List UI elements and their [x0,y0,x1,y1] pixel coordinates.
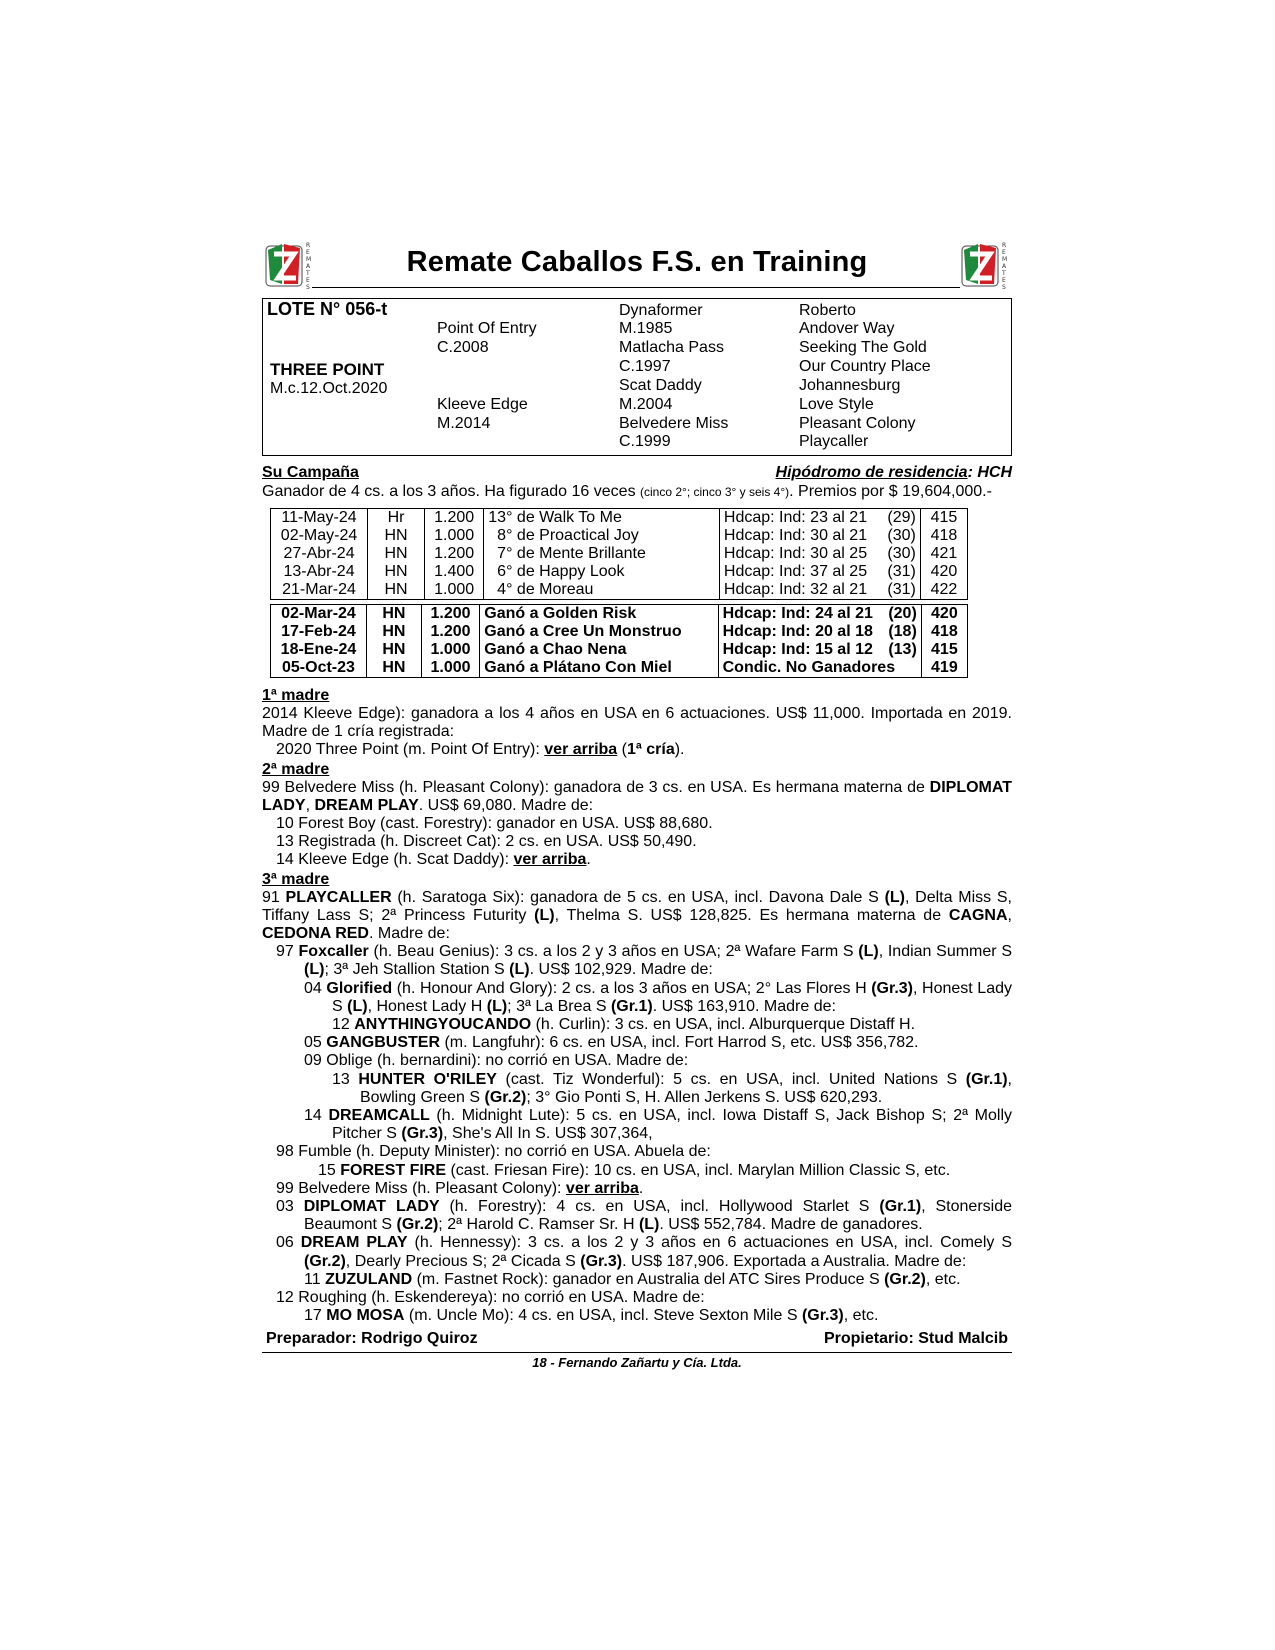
race-date: 21-Mar-24 [271,581,368,600]
campaign-summary: Ganador de 4 cs. a los 3 años. Ha figurado 16 veces (cinco 2°; cinco 3° y seis 4°). Premios por $ 19,604,000.- [262,483,992,500]
race-cond: Hdcap: Ind: 23 al 21 (29) [719,509,920,528]
zanartu-logo-icon [960,240,1012,290]
svg-text:M: M [1002,256,1008,263]
races-table [270,508,968,600]
race-track: HN [368,545,425,563]
second-dam-child-3: 14 Kleeve Edge (h. Scat Daddy): ver arriba. [276,851,591,869]
race-result: 7° de Mente Brillante [484,545,720,563]
race-date: 05-Oct-23 [271,659,367,678]
svg-text:A: A [1002,263,1007,270]
page-number: 18 - Fernando Zañartu y Cía. Ltda. [532,1354,742,1370]
third-dam-heading: 3ª madre [262,870,330,888]
svg-text:T: T [1002,270,1006,277]
svg-text:T: T [306,270,310,277]
granddam-1-year: C.1997 [619,358,671,375]
race-track: HN [366,659,421,678]
race-dist: 1.000 [424,527,483,545]
race-result: 13° de Walk To Me [484,509,720,528]
catalog-page [262,240,1012,1370]
svg-text:E: E [1002,277,1006,284]
page-header [262,240,1012,300]
svg-text:R: R [306,242,311,249]
race-track: HN [368,581,425,600]
dream-play-child: 11 ZUZULAND (m. Fastnet Rock): ganador en Australia del ATC Sires Produce S (Gr.2), etc. [304,1270,961,1288]
ggp-3: Seeking The Gold [799,339,927,356]
granddam-1: Matlacha Pass [619,339,724,356]
glorified-child: 12 ANYTHINGYOUCANDO (h. Curlin): 3 cs. en USA, incl. Alburquerque Distaff H. [332,1016,916,1034]
race-track: HN [368,527,425,545]
owner: Propietario: Stud Malcib [823,1329,1008,1347]
race-row [271,563,968,581]
race-date: 13-Abr-24 [271,563,368,581]
see-above-link[interactable]: ver arriba [513,851,587,869]
race-w: 421 [920,545,967,563]
see-above-link[interactable]: ver arriba [565,1179,639,1197]
fumble-grandchild: 15 FOREST FIRE (cast. Friesan Fire): 10 cs. en USA, incl. Marylan Million Classic S, etc. [318,1161,951,1179]
race-date: 17-Feb-24 [271,623,367,641]
race-date: 02-May-24 [271,527,368,545]
third-dam-child-diplomat-lady: 03 DIPLOMAT LADY (h. Forestry): 4 cs. en USA, incl. Hollywood Starlet S (Gr.1), Stonerside Beaumont S (Gr.2); 2ª Harold C. Ramser Sr. H (L). US$ 552,784. Madre de ganadores. [276,1198,1013,1234]
svg-text:A: A [306,263,311,270]
sire: Point Of Entry [437,320,537,337]
granddam-2-year: C.1999 [619,433,671,450]
race-dist: 1.400 [424,563,483,581]
page-title: Remate Caballos F.S. en Training [406,246,868,278]
race-track: HN [366,605,421,624]
pedigree-box [262,298,1012,456]
first-dam-text: 2014 Kleeve Edge): ganadora a los 4 años en USA en 6 actuaciones. US$ 11,000. Importada en 2019. Madre de 1 cría registrada: [262,705,1012,741]
third-dam-child-dream-play: 06 DREAM PLAY (h. Hennessy): 3 cs. a los 2 y 3 años en 6 actuaciones en USA, incl. Comely S (Gr.2), Dearly Precious S; 2ª Cicada S (Gr.3). US$ 187,906. Exportada a Australia. Madre de: [276,1234,1013,1270]
horse-name: THREE POINT [270,360,385,379]
header-rule [312,287,960,288]
svg-text:E: E [306,277,310,284]
race-row [271,605,968,624]
foxcaller-child-oblige: 09 Oblige (h. bernardini): no corrió en USA. Madre de: [304,1052,689,1070]
footer-rule [262,1352,1012,1353]
race-row [271,623,968,641]
race-w: 420 [921,605,967,624]
first-dam-heading: 1ª madre [262,687,330,704]
race-row [271,659,968,678]
foxcaller-child-glorified: 04 Glorified (h. Honour And Glory): 2 cs. a los 3 años en USA; 2° Las Flores H (Gr.3), Honest Lady S (L), Honest Lady H (L); 3ª La Brea S (Gr.1). US$ 163,910. Madre de: [304,979,1012,1015]
lot-number: LOTE N° 056-t [267,299,388,319]
race-w: 420 [920,563,967,581]
race-row [271,545,968,563]
race-dist: 1.000 [424,581,483,600]
campaign-heading: Su Campaña [262,464,359,481]
ggp-2: Andover Way [799,320,895,337]
campaign-heading-row [262,464,1012,482]
race-cond: Hdcap: Ind: 30 al 21 (30) [719,527,920,545]
dam: Kleeve Edge [437,396,528,413]
race-w: 418 [920,527,967,545]
ggp-1: Roberto [799,302,856,319]
race-result: 8° de Proactical Joy [484,527,720,545]
race-track: Hr [368,509,425,528]
trainer: Preparador: Rodrigo Quiroz [266,1329,478,1347]
race-cond: Hdcap: Ind: 20 al 18 (18) [718,623,921,641]
race-date: 18-Ene-24 [271,641,367,659]
race-result: Ganó a Chao Nena [480,641,718,659]
race-row [271,527,968,545]
race-cond: Condic. No Ganadores [718,659,921,678]
svg-text:S: S [306,284,310,290]
race-w: 419 [921,659,967,678]
grandsire-2-year: M.2004 [619,396,673,413]
race-track: HN [366,623,421,641]
residence: Hipódromo de residencia: HCH [775,464,1012,481]
sire-year: C.2008 [437,339,489,356]
grandsire-1-year: M.1985 [619,320,673,337]
race-w: 418 [921,623,967,641]
wins-table [270,604,968,678]
foxcaller-child-gangbuster: 05 GANGBUSTER (m. Langfuhr): 6 cs. en USA, incl. Fort Harrod S, etc. US$ 356,782. [304,1034,919,1052]
first-dam-child: 2020 Three Point (m. Point Of Entry): ver arriba (1ª cría). [276,741,685,759]
race-cond: Hdcap: Ind: 24 al 21 (20) [718,605,921,624]
horse-birth: M.c.12.Oct.2020 [270,380,388,397]
second-dam-child-2: 13 Registrada (h. Discreet Cat): 2 cs. en USA. US$ 50,490. [276,833,697,851]
race-dist: 1.200 [424,509,483,528]
race-result: 4° de Moreau [484,581,720,600]
race-date: 11-May-24 [271,509,368,528]
race-dist: 1.000 [421,659,479,678]
foxcaller-child-dreamcall: 14 DREAMCALL (h. Midnight Lute): 5 cs. en USA, incl. Iowa Distaff S, Jack Bishop S; 2ª Molly Pitcher S (Gr.3), She's All In S. US$ 307,364, [304,1107,1012,1143]
race-track: HN [368,563,425,581]
granddam-2: Belvedere Miss [619,415,729,432]
footer-row [262,1330,1012,1348]
ggp-6: Love Style [799,396,874,413]
race-cond: Hdcap: Ind: 30 al 25 (30) [719,545,920,563]
ggp-8: Playcaller [799,433,869,450]
race-w: 422 [920,581,967,600]
race-date: 27-Abr-24 [271,545,368,563]
grandsire-1: Dynaformer [619,302,703,319]
race-dist: 1.200 [424,545,483,563]
dam-year: M.2014 [437,415,491,432]
race-w: 415 [920,509,967,528]
ggp-5: Johannesburg [799,377,901,394]
race-dist: 1.200 [421,623,479,641]
race-row [271,509,968,528]
race-result: Ganó a Cree Un Monstruo [480,623,718,641]
race-track: HN [366,641,421,659]
oblige-child: 13 HUNTER O'RILEY (cast. Tiz Wonderful): 5 cs. en USA, incl. United Nations S (Gr.1), Bowling Green S (Gr.2); 3° Gio Ponti S, H. Allen Jerkens S. US$ 620,293. [332,1070,1012,1106]
race-cond: Hdcap: Ind: 37 al 25 (31) [719,563,920,581]
second-dam-child-1: 10 Forest Boy (cast. Forestry): ganador en USA. US$ 88,680. [276,815,713,833]
svg-text:E: E [306,249,310,256]
race-row [271,641,968,659]
svg-text:M: M [306,256,312,263]
ggp-4: Our Country Place [799,358,931,375]
svg-text:E: E [1002,249,1006,256]
race-row [271,581,968,600]
race-dist: 1.200 [421,605,479,624]
race-date: 02-Mar-24 [271,605,367,624]
second-dam-text: 99 Belvedere Miss (h. Pleasant Colony): ganadora de 3 cs. en USA. Es hermana materna de DIPLOMAT LADY, DREAM PLAY. US$ 69,080. Madre de: [262,778,1012,814]
grandsire-2: Scat Daddy [619,377,702,394]
race-cond: Hdcap: Ind: 32 al 21 (31) [719,581,920,600]
ggp-7: Pleasant Colony [799,415,916,432]
svg-text:S: S [1002,284,1006,290]
third-dam-child-belvedere: 99 Belvedere Miss (h. Pleasant Colony): ver arriba. [276,1179,644,1197]
third-dam-child-roughing: 12 Roughing (h. Eskendereya): no corrió en USA. Madre de: [276,1289,705,1307]
race-cond: Hdcap: Ind: 15 al 12 (13) [718,641,921,659]
race-w: 415 [921,641,967,659]
roughing-child: 17 MO MOSA (m. Uncle Mo): 4 cs. en USA, incl. Steve Sexton Mile S (Gr.3), etc. [304,1307,879,1325]
third-dam-child-foxcaller: 97 Foxcaller (h. Beau Genius): 3 cs. a los 2 y 3 años en USA; 2ª Wafare Farm S (L), Indian Summer S (L); 3ª Jeh Stallion Station S (L). US$ 102,929. Madre de: [276,943,1012,979]
race-dist: 1.000 [421,641,479,659]
second-dam-heading: 2ª madre [262,760,330,778]
third-dam-child-fumble: 98 Fumble (h. Deputy Minister): no corrió en USA. Abuela de: [276,1143,711,1161]
race-result: Ganó a Golden Risk [480,605,718,624]
third-dam-entry: 91 PLAYCALLER (h. Saratoga Six): ganadora de 5 cs. en USA, incl. Davona Dale S (L), Delta Miss S, Tiffany Lass S; 2ª Princess Futurity (L), Thelma S. US$ 128,825. Es hermana materna de CAGNA, CEDONA RED. Madre de: [262,888,1012,943]
race-result: Ganó a Plátano Con Miel [480,659,718,678]
svg-text:R: R [1002,242,1007,249]
race-result: 6° de Happy Look [484,563,720,581]
see-above-link[interactable]: ver arriba [544,741,618,759]
